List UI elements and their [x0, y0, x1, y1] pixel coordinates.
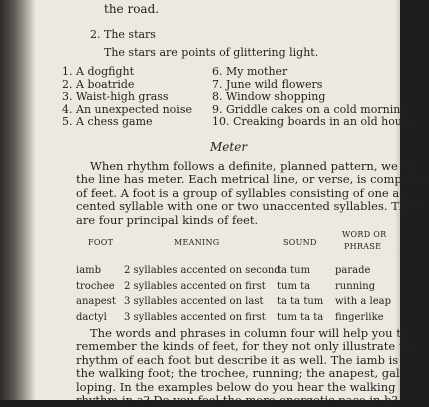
- table-cell-sound: ta tum: [277, 265, 311, 276]
- table-cell-word: fingerlike: [335, 311, 384, 323]
- paragraph-line: rhythm of each foot but describe it as well. The iamb is: [76, 352, 399, 367]
- table-cell-meaning: 2 syllables accented on first: [124, 280, 266, 292]
- table-cell-sound: tum ta: [277, 280, 311, 292]
- topic-list-left: [62, 66, 192, 129]
- table-cell-foot: anapest: [76, 296, 116, 307]
- paragraph-line: rhythm in a? Do you feel the more energetic pace in b?: [76, 393, 398, 407]
- list-item: 6. My mother: [212, 65, 288, 78]
- paragraph-line: the walking foot; the trochee, running; the anapest, gal-: [76, 366, 404, 381]
- col-header-word-1: WORD OR: [342, 230, 387, 239]
- table-cell-word: parade: [335, 265, 371, 276]
- col-foot: [76, 263, 116, 325]
- feet-paragraph: [76, 327, 418, 407]
- col-sound: [277, 263, 323, 325]
- example-2-text: The stars are points of glittering light.: [104, 46, 319, 59]
- list-item: 8. Window shopping: [212, 90, 326, 103]
- meter-paragraph: [76, 160, 429, 227]
- list-item: 9. Griddle cakes on a cold morning: [212, 102, 408, 116]
- list-item: 2. A boatride: [62, 77, 135, 91]
- list-item: 10. Creaking boards in an old house: [212, 115, 415, 128]
- list-item: 4. An unexpected noise: [62, 102, 192, 116]
- table-cell-foot: dactyl: [76, 311, 107, 323]
- continued-line: the road.: [104, 2, 160, 16]
- table-cell-foot: iamb: [76, 265, 102, 276]
- col-meaning: [124, 263, 281, 325]
- list-item: 5. A chess game: [62, 115, 153, 128]
- table-cell-sound: ta ta tum: [277, 296, 324, 307]
- example-2-label: 2. The stars: [90, 28, 156, 41]
- list-item: 7. June wild flowers: [212, 77, 323, 91]
- col-header-meaning: MEANING: [174, 238, 220, 247]
- paragraph-line: The words and phrases in column four will help you to: [90, 326, 408, 340]
- paragraph-line: When rhythm follows a definite, planned pattern, we say: [90, 159, 421, 173]
- col-header-foot: FOOT: [88, 238, 114, 247]
- paragraph-line: loping. In the examples below do you hear the walking: [76, 379, 396, 394]
- table-cell-word: running: [335, 280, 376, 292]
- paragraph-line: cented syllable with one or two unaccented syllables. There: [76, 199, 426, 214]
- table-cell-meaning: 2 syllables accented on second: [124, 265, 281, 276]
- list-item: 3. Waist-high grass: [62, 90, 169, 103]
- paragraph-line: are four principal kinds of feet.: [76, 212, 259, 227]
- page-gutter: [0, 0, 36, 400]
- paragraph-line: of feet. A foot is a group of syllables consisting of one ac-: [76, 185, 410, 200]
- col-word: [335, 263, 391, 325]
- topic-list-right: [212, 66, 414, 129]
- table-cell-foot: trochee: [76, 280, 115, 292]
- table-cell-sound: tum ta ta: [277, 311, 324, 323]
- list-item: 1. A dogfight: [62, 65, 135, 78]
- col-header-word-2: PHRASE: [344, 242, 382, 251]
- paragraph-line: remember the kinds of feet, for they not only illustrate the: [76, 339, 418, 354]
- paragraph-line: the line has meter. Each metrical line, or verse, is composed: [76, 172, 429, 187]
- section-heading: Meter: [210, 140, 248, 154]
- table-cell-meaning: 3 syllables accented on first: [124, 311, 266, 323]
- table-cell-meaning: 3 syllables accented on last: [124, 296, 264, 307]
- col-header-sound: SOUND: [283, 238, 317, 247]
- table-cell-word: with a leap: [335, 296, 392, 307]
